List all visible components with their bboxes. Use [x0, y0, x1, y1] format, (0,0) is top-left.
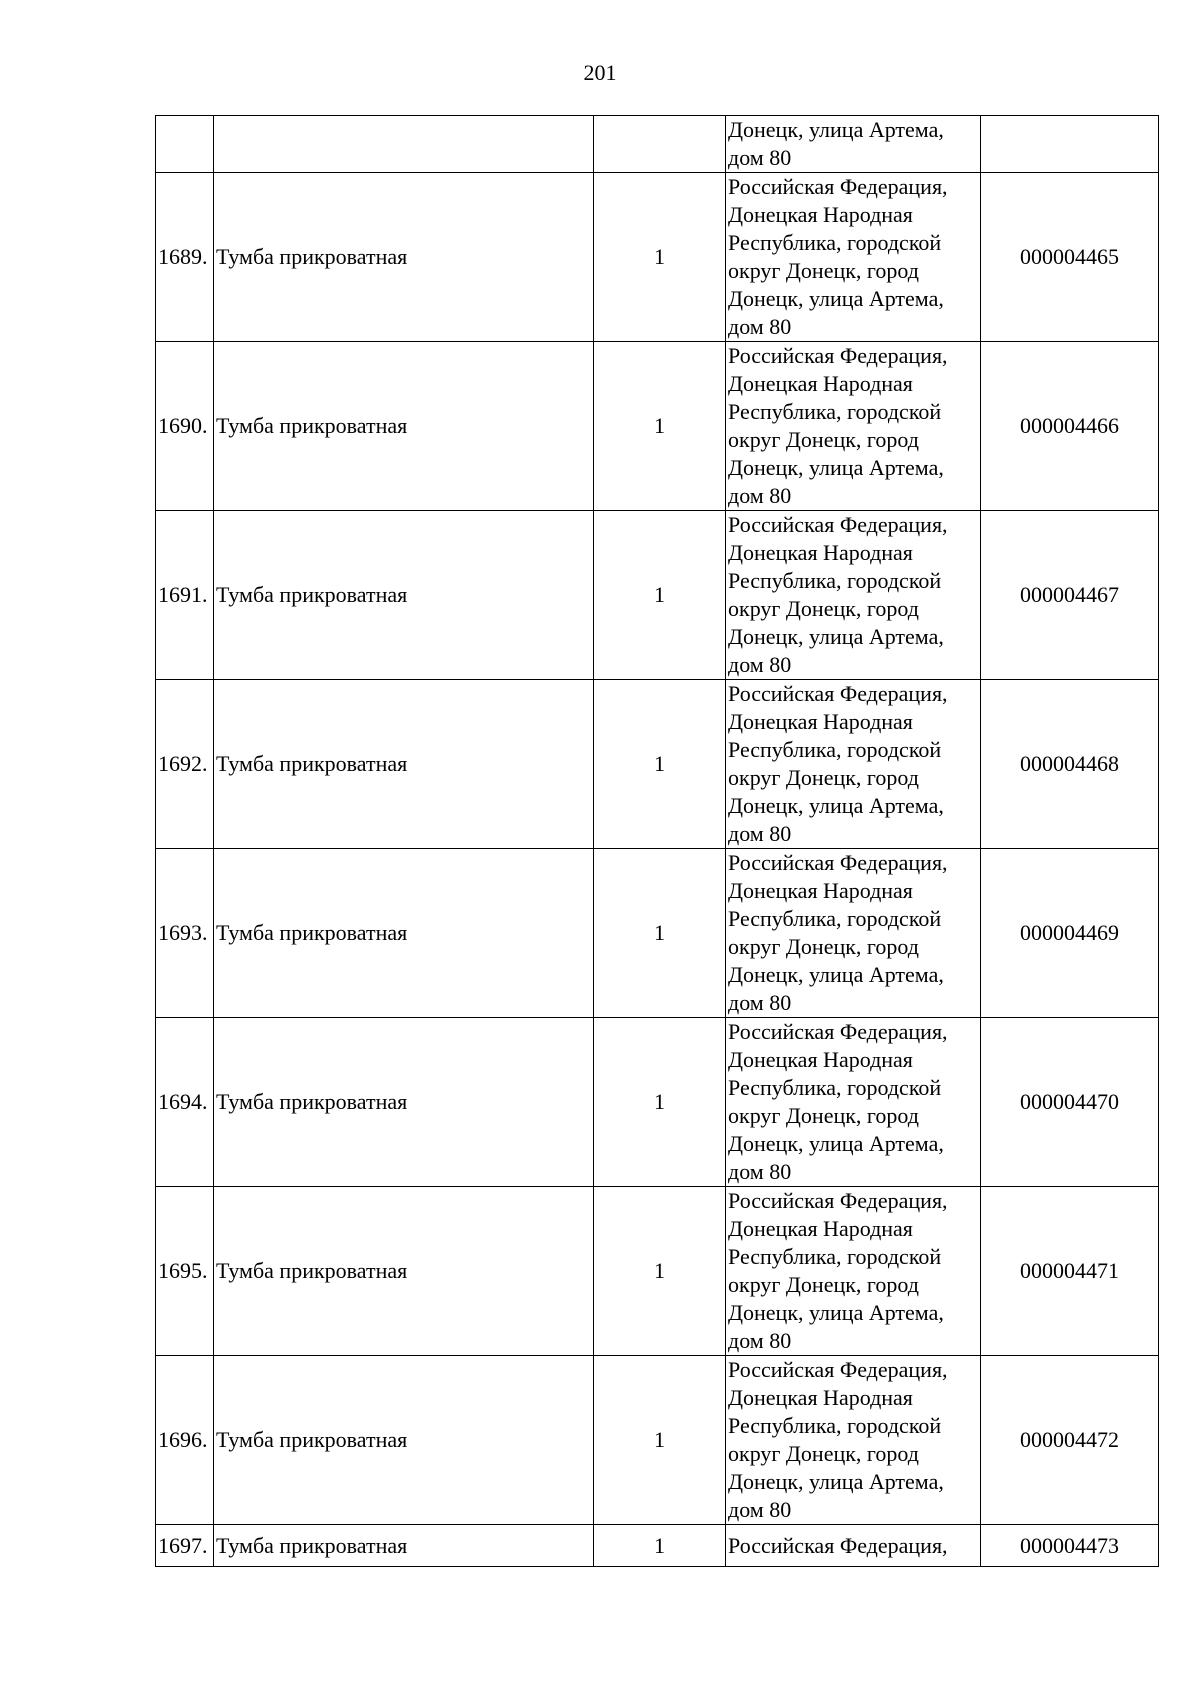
address-line: Донецкая Народная [728, 1385, 913, 1410]
quantity-cell [594, 116, 726, 173]
address-cell [726, 680, 981, 849]
address-line: дом 80 [728, 652, 792, 677]
row-number-cell: 1696. [156, 1356, 214, 1525]
inventory-number-cell: 000004473 [981, 1525, 1159, 1567]
address-line: Российская Федерация, [728, 343, 948, 368]
quantity-cell: 1 [594, 680, 726, 849]
inventory-table-body [156, 116, 1159, 1567]
inventory-number-cell: 000004467 [981, 511, 1159, 680]
table-row [156, 173, 1159, 342]
address-line: Донецкая Народная [728, 1047, 913, 1072]
address-line: округ Донецк, город [728, 765, 919, 790]
table-row [156, 511, 1159, 680]
item-name-cell: Тумба прикроватная [214, 173, 594, 342]
address-cell [726, 1187, 981, 1356]
address-line: Донецк, улица Артема, [728, 117, 944, 142]
address-line: Донецк, улица Артема, [728, 1131, 944, 1156]
address-line: Российская Федерация, [728, 681, 948, 706]
address-line: дом 80 [728, 1159, 792, 1184]
address-line: Республика, городской [728, 737, 942, 762]
address-cell [726, 511, 981, 680]
row-number-cell [156, 116, 214, 173]
address-line: Российская Федерация, [728, 512, 948, 537]
row-number-cell: 1695. [156, 1187, 214, 1356]
row-number-cell: 1690. [156, 342, 214, 511]
row-number-cell: 1689. [156, 173, 214, 342]
table-row [156, 849, 1159, 1018]
inventory-number-cell: 000004468 [981, 680, 1159, 849]
item-name-cell: Тумба прикроватная [214, 680, 594, 849]
address-line: Донецкая Народная [728, 371, 913, 396]
item-name-cell: Тумба прикроватная [214, 1356, 594, 1525]
address-line: дом 80 [728, 990, 792, 1015]
address-line: Донецк, улица Артема, [728, 455, 944, 480]
inventory-number-cell: 000004471 [981, 1187, 1159, 1356]
address-line: Республика, городской [728, 906, 942, 931]
quantity-cell: 1 [594, 1525, 726, 1567]
address-line: Российская Федерация, [728, 850, 948, 875]
address-line: Российская Федерация, [728, 1357, 948, 1382]
inventory-table [155, 115, 1159, 1567]
table-row [156, 342, 1159, 511]
address-line: округ Донецк, город [728, 1272, 919, 1297]
address-cell [726, 1018, 981, 1187]
address-line: Республика, городской [728, 1413, 942, 1438]
row-number-cell: 1692. [156, 680, 214, 849]
row-number-cell: 1694. [156, 1018, 214, 1187]
inventory-number-cell [981, 116, 1159, 173]
table-row [156, 1525, 1159, 1567]
address-cell [726, 342, 981, 511]
address-line: Донецк, улица Артема, [728, 624, 944, 649]
row-number-cell: 1697. [156, 1525, 214, 1567]
address-line: Российская Федерация, [728, 1188, 948, 1213]
quantity-cell: 1 [594, 849, 726, 1018]
address-line: дом 80 [728, 145, 792, 170]
item-name-cell: Тумба прикроватная [214, 342, 594, 511]
address-line: Российская Федерация, [728, 1532, 948, 1558]
item-name-cell: Тумба прикроватная [214, 1525, 594, 1567]
address-line: Донецкая Народная [728, 709, 913, 734]
address-line: Донецкая Народная [728, 878, 913, 903]
quantity-cell: 1 [594, 1356, 726, 1525]
quantity-cell: 1 [594, 173, 726, 342]
address-line: Российская Федерация, [728, 174, 948, 199]
address-line: дом 80 [728, 1497, 792, 1522]
address-line: Донецк, улица Артема, [728, 793, 944, 818]
address-cell [726, 1356, 981, 1525]
quantity-cell: 1 [594, 1018, 726, 1187]
quantity-cell: 1 [594, 511, 726, 680]
item-name-cell [214, 116, 594, 173]
inventory-number-cell: 000004469 [981, 849, 1159, 1018]
table-row-continuation [156, 116, 1159, 173]
address-line: дом 80 [728, 483, 792, 508]
item-name-cell: Тумба прикроватная [214, 1018, 594, 1187]
inventory-number-cell: 000004472 [981, 1356, 1159, 1525]
address-line: дом 80 [728, 821, 792, 846]
quantity-cell: 1 [594, 1187, 726, 1356]
address-line: округ Донецк, город [728, 934, 919, 959]
address-line: Донецк, улица Артема, [728, 1469, 944, 1494]
address-line: Донецкая Народная [728, 1216, 913, 1241]
item-name-cell: Тумба прикроватная [214, 1187, 594, 1356]
item-name-cell: Тумба прикроватная [214, 511, 594, 680]
address-line: Республика, городской [728, 1244, 942, 1269]
inventory-number-cell: 000004466 [981, 342, 1159, 511]
address-line: Донецкая Народная [728, 202, 913, 227]
page-number: 201 [583, 60, 617, 85]
address-line: округ Донецк, город [728, 1441, 919, 1466]
inventory-number-cell: 000004465 [981, 173, 1159, 342]
address-line: Республика, городской [728, 1075, 942, 1100]
address-line: Донецк, улица Артема, [728, 286, 944, 311]
address-cell [726, 116, 981, 173]
table-row [156, 1356, 1159, 1525]
address-line: дом 80 [728, 314, 792, 339]
address-line: округ Донецк, город [728, 596, 919, 621]
address-cell [726, 1525, 981, 1567]
table-row [156, 1187, 1159, 1356]
address-line: Донецкая Народная [728, 540, 913, 565]
inventory-number-cell: 000004470 [981, 1018, 1159, 1187]
address-line: Донецк, улица Артема, [728, 1300, 944, 1325]
address-line: округ Донецк, город [728, 1103, 919, 1128]
address-cell [726, 849, 981, 1018]
address-cell [726, 173, 981, 342]
table-row [156, 680, 1159, 849]
address-line: Донецк, улица Артема, [728, 962, 944, 987]
row-number-cell: 1691. [156, 511, 214, 680]
row-number-cell: 1693. [156, 849, 214, 1018]
item-name-cell: Тумба прикроватная [214, 849, 594, 1018]
address-line: Российская Федерация, [728, 1019, 948, 1044]
address-line: Республика, городской [728, 399, 942, 424]
address-line: Республика, городской [728, 568, 942, 593]
table-row [156, 1018, 1159, 1187]
address-line: дом 80 [728, 1328, 792, 1353]
quantity-cell: 1 [594, 342, 726, 511]
address-line: округ Донецк, город [728, 427, 919, 452]
address-line: округ Донецк, город [728, 258, 919, 283]
address-line: Республика, городской [728, 230, 942, 255]
